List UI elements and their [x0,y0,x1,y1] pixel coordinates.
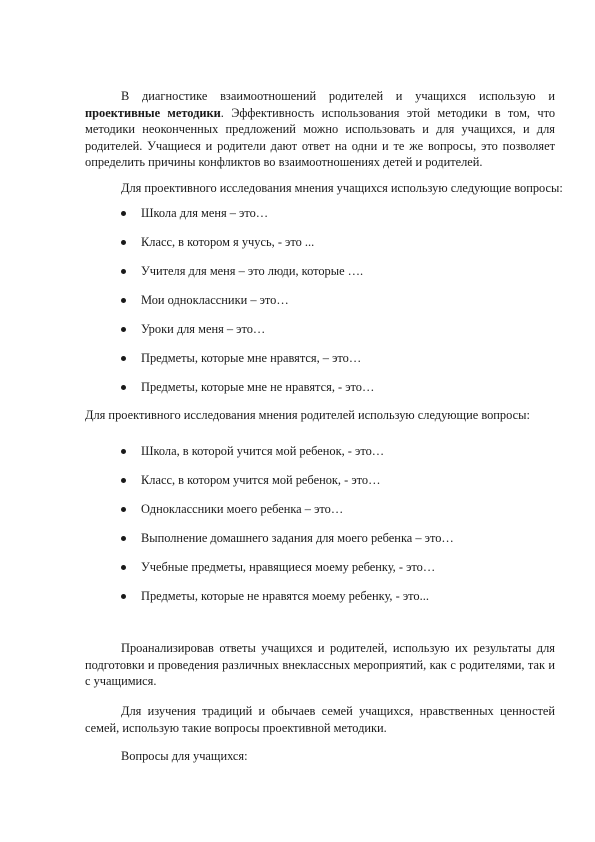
list-item-text: Мои одноклассники – это… [141,293,289,307]
bullet-icon [121,536,126,541]
list-item [121,234,315,250]
list-item-text: Одноклассники моего ребенка – это… [141,502,344,516]
bullet-icon [121,449,126,454]
list-item-text: Класс, в котором я учусь, - это ... [141,235,315,249]
list-item-text: Предметы, которые мне нравятся, – это… [141,351,362,365]
questions-heading: Вопросы для учащихся: [121,749,248,763]
list-item-text: Учителя для меня – это люди, которые …. [141,264,364,278]
parents-intro: Для проективного исследования мнения родителей использую следующие вопросы: [85,408,530,422]
bullet-icon [121,385,126,390]
list-item [121,263,364,279]
bullet-icon [121,240,126,245]
bullet-icon [121,269,126,274]
intro-rest: . Эффективность использования этой методики в том, что методики неоконченных предложений можно использовать и для учащихся, и для родителей. Учащиеся и родители дают ответ на одни и те же вопросы, это позволяет определить причины конфликтов во взаимоотношениях детей и родителей. [85,105,556,170]
bullet-icon [121,565,126,570]
bullet-icon [121,507,126,512]
bullet-icon [121,327,126,332]
bullet-icon [121,211,126,216]
list-item-text: Предметы, которые мне не нравятся, - это… [141,380,375,394]
bullet-icon [121,594,126,599]
list-item [121,321,266,337]
list-item [121,350,362,366]
list-item [121,379,375,395]
list-item-text: Предметы, которые не нравятся моему ребенку, - это... [141,589,429,603]
list-item [121,530,454,546]
list-item [121,292,289,308]
analysis-paragraph: Проанализировав ответы учащихся и родителей, использую их результаты для подготовки и проведения различных внеклассных мероприятий, как с родителями, так и с учащимися. [85,641,555,689]
intro-lead: В диагностике взаимоотношений родителей и учащихся использую и [121,89,555,103]
bullet-icon [121,478,126,483]
intro-bold-term: проективные методики [85,105,221,120]
list-item-text: Учебные предметы, нравящиеся моему ребенку, - это… [141,560,436,574]
bullet-icon [121,356,126,361]
list-item [121,205,269,221]
list-item-text: Уроки для меня – это… [141,322,266,336]
list-item [121,472,381,488]
list-item-text: Школа для меня – это… [141,206,269,220]
list-item-text: Выполнение домашнего задания для моего ребенка – это… [141,531,454,545]
intro-paragraph [85,88,555,171]
traditions-paragraph: Для изучения традиций и обычаев семей учащихся, нравственных ценностей семей, использую такие вопросы проективной методики. [85,704,555,735]
bullet-icon [121,298,126,303]
list-item [121,559,436,575]
students-intro: Для проективного исследования мнения учащихся использую следующие вопросы: [121,181,563,195]
list-item-text: Школа, в которой учится мой ребенок, - это… [141,444,385,458]
list-item [121,588,429,604]
list-item [121,501,344,517]
list-item [121,443,385,459]
list-item-text: Класс, в котором учится мой ребенок, - это… [141,473,381,487]
